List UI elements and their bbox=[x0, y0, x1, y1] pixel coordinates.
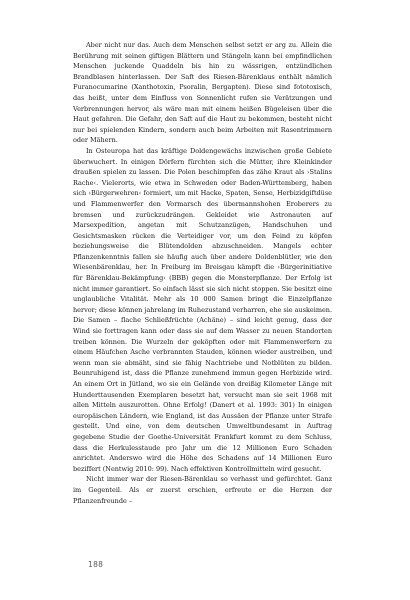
paragraph-2: In Osteuropa hat das kräftige Doldengewächs inzwischen große Gebiete überwuchert. In einigen Dörfern fürchten sich die Mütter, ihre Kleinkinder draußen spielen zu lassen. Die Polen beschimpfen das zähe Kraut als ›Stalins Rache‹. Vielerorts, wie etwa in Schweden oder Baden-Württemberg, haben sich ›Bürgerwehren‹ formiert, um mit Hacke, Spaten, Sense, Herbizidgiftdüse und Flammenwerfer den Vormarsch des übermannshohen Eroberers zu bremsen und zurückzudrängen. Gekleidet wie Astronauten auf Marsexpedition, angetan mit Schutzanzügen, Handschuhen und Gesichtsmasken rücken die Verteidiger vor, um den Feind zu köpfen beziehungsweise die Blütendolden abzuschneiden. Mangels echter Pflanzenkenntnis fallen sie häufig auch über andere Doldenblütler, wie den Wiesenbärenklau, her. In Freiburg im Breisgau kämpft die ›Bürgerinitiative für Bärenklau-Bekämpfung‹ (BBB) gegen die Monsterpflanze. Der Erfolg ist nicht immer garantiert. So einfach lässt sie sich nicht stoppen. Sie besitzt eine unglaubliche Vitalität. Mehr als 10 000 Samen bringt die Einzelpflanze hervor; diese können jahrelang im Ruhezustand verharren, ehe sie auskeimen. Die Samen – flache Schließfrüchte (Achäne) – sind leicht genug, dass der Wind sie forttragen kann oder dass sie auf dem Wasser zu neuen Standorten treiben können. Die Wurzeln der geköpften oder mit Flammenwerfern zu einem Häufchen Asche verbrannten Stauden, können wieder austreiben, und wenn man sie abmäht, sind sie fähig Nachtriebe und Notblüten zu bilden. Beunruhigend ist, dass die Pflanze zunehmend immun gegen Herbizide wird. An einem Ort in Jütland, wo sie ein Gelände von dreißig Kilometer Länge mit Hunderttausenden Exemplaren besetzt hat, versucht man sie seit 1968 mit allen Mitteln auszurotten. Ohne Erfolg! (Danert et al. 1993: 301) In einigen europäischen Ländern, wie England, ist das Aussäen der Pflanze unter Strafe gestellt. Und eine, von dem deutschen Umweltbundesamt in Auftrag gegebene Studie der Goethe-Universität Frankfurt kommt zu dem Schluss, dass die Herkulesstaude pro Jahr um die 12 Millionen Euro Schaden anrichtet. Anderswo wird die Höhe des Schadens auf 14 Millionen Euro beziffert (Nentwig 2010: 99). Nach effektiven Kontrollmitteln wird gesucht. bbox=[73, 146, 332, 473]
page-number: 188 bbox=[88, 560, 104, 569]
paragraph-3: Nicht immer war der Riesen-Bärenklau so verhasst und gefürchtet. Ganz im Gegenteil. Als er zuerst erschien, erfreute er die Herzen der Pflanzenfreunde – bbox=[73, 475, 332, 505]
paragraph-1: Aber nicht nur das. Auch dem Menschen selbst setzt er arg zu. Allein die Berührung mit seinen giftigen Blättern und Stängeln kann bei empfindlichen Menschen juckende Quaddeln bis hin zu wässrigen, entzündlichen Brandblasen hinterlassen. Der Saft des Riesen-Bärenklaus enthält nämlich Furanocumarine (Xanthotoxin, Psoralin, Bergapten). Diese sind fototoxisch, das heißt, unter dem Einfluss von Sonnenlicht rufen sie Verätzungen und Verbrennungen hervor, als wäre man mit einem heißen Bügeleisen über die Haut gefahren. Die Gefahr, den Saft auf die Haut zu bekommen, besteht nicht nur bei spielenden Kindern, sondern auch beim Arbeiten mit Rasentrimmern oder Mähern. bbox=[73, 41, 332, 145]
page-body bbox=[73, 40, 332, 506]
